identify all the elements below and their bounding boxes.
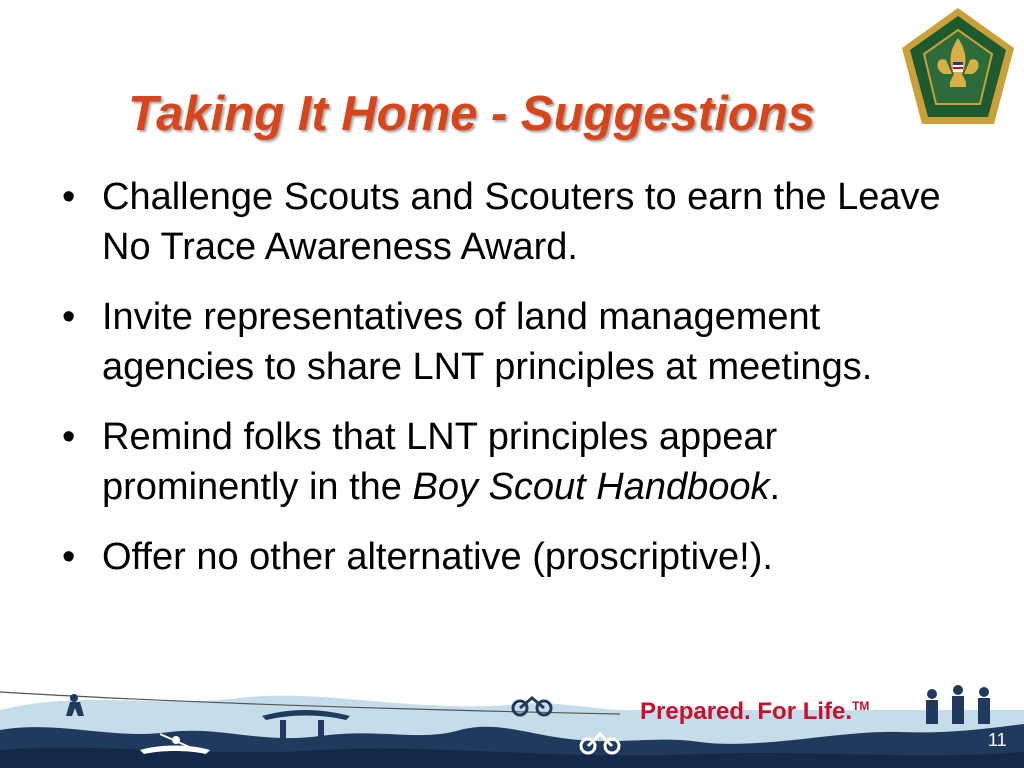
bullet-text: Invite representatives of land management agencies to share LNT principles at meetings. [102,296,873,388]
page-number: 11 [988,730,1007,750]
bullet-text-part: . [769,466,781,508]
bullet-item [58,292,978,392]
bullet-text-part: Remind folks that LNT principles appear prominently in the [102,416,778,508]
bullet-glyph: • [62,176,76,218]
bullet-text: Challenge Scouts and Scouters to earn the Leave No Trace Awareness Award. [102,176,941,268]
bullet-list [58,172,978,602]
bullet-item [58,412,978,512]
bullet-text [102,416,780,508]
bullet-text: Offer no other alternative (proscriptive!). [102,536,773,578]
bullet-glyph: • [62,296,76,338]
tagline-text: Prepared. For Life. [640,698,853,725]
slide-title: Taking It Home - Suggestions [128,87,815,141]
brand-tagline [640,698,869,726]
bullet-glyph: • [62,536,76,578]
bullet-item [58,172,978,272]
footer-landscape [0,670,1024,768]
bullet-item [58,532,978,582]
bullet-glyph: • [62,416,76,458]
trademark-mark: TM [852,699,870,713]
hiker-silhouette-icon [926,685,990,724]
bsa-logo-icon [896,4,1020,128]
book-title: Boy Scout Handbook [412,466,770,508]
